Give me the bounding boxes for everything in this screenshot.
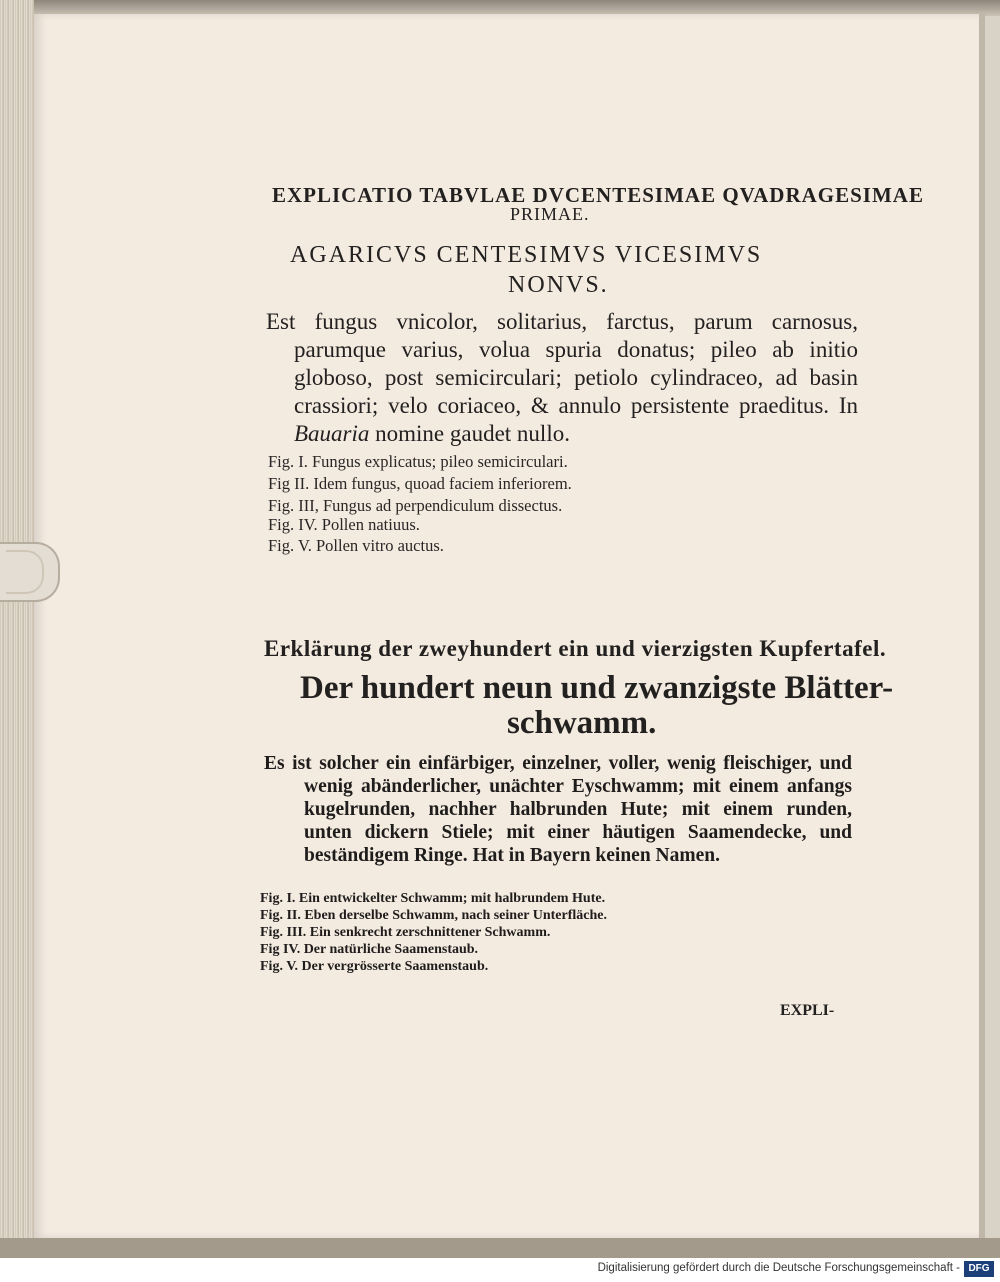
german-title-line2: schwamm. [507,705,657,741]
dfg-logo: DFG [964,1261,994,1277]
page-bottom-edge [0,1238,1000,1258]
latin-heading-line1: EXPLICATIO TABVLAE DVCENTESIMAE QVADRAGESIMAE [272,183,924,207]
german-figure-4: Fig IV. Der natürliche Saamenstaub. [260,942,479,957]
latin-description [266,308,858,448]
german-figure-5: Fig. V. Der vergrösserte Saamenstaub. [260,959,489,974]
latin-description-place: Bauaria [294,421,370,446]
latin-figure-4: Fig. IV. Pollen natiuus. [268,515,420,534]
latin-figure-2: Fig II. Idem fungus, quoad faciem inferiorem. [268,474,572,493]
latin-figure-1: Fig. I. Fungus explicatus; pileo semicirculari. [268,452,568,471]
german-title-line1: Der hundert neun und zwanzigste Blätter- [300,670,894,706]
catchword: EXPLI- [780,1002,835,1019]
german-description [264,752,852,867]
page-stack-edge [0,0,34,1258]
german-figure-1: Fig. I. Ein entwickelter Schwamm; mit halbrundem Hute. [260,891,606,906]
book-clip [0,542,60,602]
german-heading: Erklärung der zweyhundert ein und vierzigsten Kupfertafel. [264,636,887,661]
german-figure-3: Fig. III. Ein senkrecht zerschnittener Schwamm. [260,925,551,940]
latin-title-line1: AGARICVS CENTESIMVS VICESIMVS [290,242,763,268]
german-description-text: Es ist solcher ein einfärbiger, einzelner, voller, wenig fleischiger, und wenig abänderlicher, unächter Eyschwamm; mit einem anfangs kugelrunden, nachher halbrunden Hute; mit einem runden, unten dickern Stiele; mit einer häutigen Saamendecke, und beständigem Ringe. Hat in Bayern keinen Namen. [264,753,852,866]
footer-credit: Digitalisierung gefördert durch die Deutsche Forschungsgemeinschaft - [597,1262,960,1274]
latin-description-text-2: nomine gaudet nullo. [369,421,570,446]
footer-bar [0,1258,1000,1282]
latin-figure-5: Fig. V. Pollen vitro auctus. [268,536,444,555]
latin-figure-3: Fig. III, Fungus ad perpendiculum dissectus. [268,496,563,515]
latin-title-line2: NONVS. [508,272,609,298]
latin-description-text-1: Est fungus vnicolor, solitarius, farctus, parum carnosus, parumque varius, volua spuria donatus; pileo ab initio globoso, post semicirculari; petiolo cylindraceo, ad basin crassiori; velo coriaceo, & annulo persistente praeditus. In [266,309,858,418]
german-figure-2: Fig. II. Eben derselbe Schwamm, nach seiner Unterfläche. [260,908,607,923]
latin-heading-line2: PRIMAE. [510,204,590,224]
